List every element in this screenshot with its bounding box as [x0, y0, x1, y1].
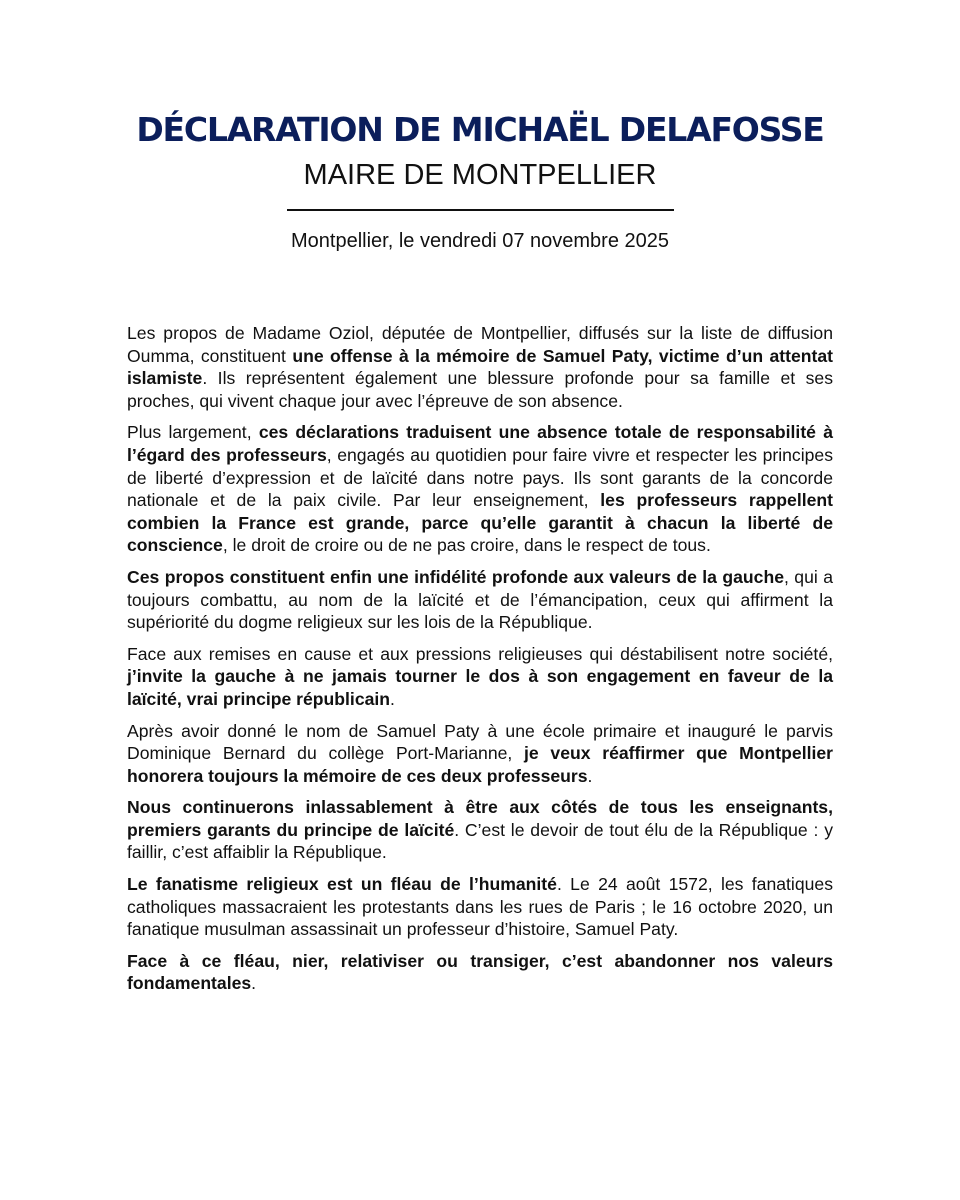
statement-paragraph: [127, 421, 833, 557]
paragraph-text: Après avoir donné le nom de Samuel Paty à une école primaire et inauguré le parvis Dominique Bernard du collège Port-Marianne,: [127, 720, 833, 764]
document-title: DÉCLARATION DE MICHAËL DELAFOSSE: [136, 110, 824, 149]
paragraph-text: . C’est le devoir de tout élu de la République : y faillir, c’est affaiblir la République.: [127, 819, 833, 863]
paragraph-text: .: [251, 973, 257, 994]
statement-paragraph: [127, 720, 833, 788]
statement-paragraph: [127, 566, 833, 634]
emphasized-text: je veux réaffirmer que Montpellier honorera toujours la mémoire de ces deux professeurs: [127, 743, 833, 786]
emphasized-text: Nous continuerons inlassablement à être aux côtés de tous les enseignants, premiers garants du principe de laïcité: [127, 797, 833, 840]
paragraph-text: , le droit de croire ou de ne pas croire, dans le respect de tous.: [222, 535, 711, 556]
statement-paragraph: [127, 643, 833, 711]
statement-paragraph: [127, 950, 833, 995]
paragraph-text: .: [587, 765, 593, 786]
paragraph-text: , engagés au quotidien pour faire vivre et respecter les principes de liberté d’expression et de laïcité dans notre pays. Ils sont garants de la concorde nationale et de la paix civile. Par leur enseignement,: [127, 444, 833, 511]
paragraph-text: Les propos de Madame Oziol, députée de Montpellier, diffusés sur la liste de diffusion Oumma, constituent: [127, 323, 833, 366]
dateline: Montpellier, le vendredi 07 novembre 2025: [290, 230, 670, 252]
paragraph-text: . Le 24 août 1572, les fanatiques catholiques massacraient les protestants dans les rues de Paris ; le 16 octobre 2020, un fanatique musulman assassinait un professeur d’histoire, Samuel Paty.: [127, 874, 833, 940]
document-subtitle: MAIRE DE MONTPELLIER: [303, 159, 657, 191]
title-divider: [287, 209, 674, 211]
emphasized-text: Le fanatisme religieux est un fléau de l’humanité: [127, 874, 557, 895]
emphasized-text: j’invite la gauche à ne jamais tourner le dos à son engagement en faveur de la laïcité, vrai principe républicain: [127, 666, 833, 709]
paragraph-text: Face aux remises en cause et aux pressions religieuses qui déstabilisent notre société,: [127, 643, 833, 664]
emphasized-text: Ces propos constituent enfin une infidélité profonde aux valeurs de la gauche: [127, 566, 784, 587]
paragraph-text: .: [390, 688, 395, 709]
paragraph-text: , qui a toujours combattu, au nom de la laïcité et de l’émancipation, ceux qui affirment la supériorité du dogme religieux sur les lois de la République.: [127, 566, 833, 633]
paragraph-text: . Ils représentent également une blessure profonde pour sa famille et ses proches, qui vivent chaque jour avec l’épreuve de son absence.: [127, 368, 833, 411]
emphasized-text: ces déclarations traduisent une absence totale de responsabilité à l’égard des professeurs: [127, 422, 833, 465]
statement-paragraph: [127, 796, 833, 864]
emphasized-text: les professeurs rappellent combien la France est grande, parce qu’elle garantit à chacun la liberté de conscience: [127, 490, 834, 556]
paragraph-text: Plus largement,: [127, 422, 259, 443]
emphasized-text: une offense à la mémoire de Samuel Paty, victime d’un attentat islamiste: [127, 345, 833, 389]
statement-body: [127, 322, 833, 1004]
statement-paragraph: [127, 322, 833, 412]
emphasized-text: Face à ce fléau, nier, relativiser ou transiger, c’est abandonner nos valeurs fondamentales: [127, 950, 833, 994]
statement-paragraph: [127, 873, 833, 941]
